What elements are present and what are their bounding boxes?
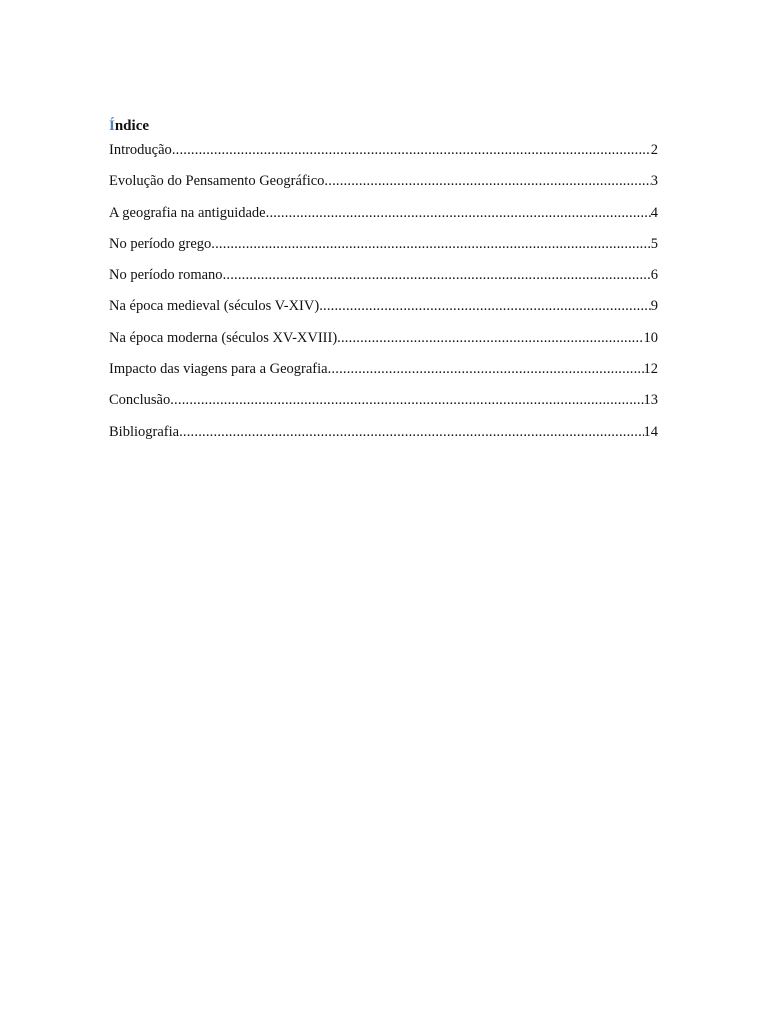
toc-entry-label: Impacto das viagens para a Geografia — [109, 361, 328, 378]
toc-leader-dots — [328, 360, 644, 378]
toc-entry-label: Introdução — [109, 142, 172, 158]
toc-entry-label: No período romano — [109, 267, 223, 284]
toc-leader-dots — [223, 266, 651, 284]
toc-entry-evolucao[interactable] — [109, 172, 658, 203]
toc-leader-dots — [170, 391, 643, 409]
table-of-contents — [109, 115, 658, 454]
toc-entry-label: Na época moderna (séculos XV-XVIII) — [109, 329, 338, 346]
toc-entry-periodo-romano[interactable] — [109, 266, 658, 297]
toc-entry-label: Bibliografia — [109, 423, 180, 440]
toc-leader-dots — [319, 297, 651, 315]
toc-heading-initial: Í — [109, 118, 115, 134]
toc-entry-page: 10 — [643, 329, 658, 346]
toc-heading — [109, 115, 658, 139]
toc-entry-label: A geografia na antiguidade — [109, 204, 266, 221]
toc-entry-epoca-medieval[interactable] — [109, 297, 658, 328]
toc-entry-conclusao[interactable] — [109, 391, 658, 422]
toc-entry-label: Conclusão — [109, 392, 171, 409]
toc-leader-dots — [179, 423, 643, 441]
toc-entry-page: 4 — [650, 204, 658, 221]
toc-heading-rest: ndice — [114, 118, 150, 134]
toc-leader-dots — [337, 329, 643, 347]
toc-leader-dots — [266, 204, 651, 222]
toc-leader-dots — [211, 235, 650, 253]
toc-entry-label: Na época medieval (séculos V-XIV) — [109, 298, 320, 315]
toc-entry-page: 2 — [650, 142, 658, 158]
toc-leader-dots — [324, 172, 650, 190]
toc-entry-antiguidade[interactable] — [109, 204, 658, 235]
toc-entry-introducao[interactable] — [109, 141, 658, 172]
toc-entry-label: Evolução do Pensamento Geográfico — [109, 173, 325, 190]
toc-entry-page: 9 — [650, 298, 658, 315]
toc-entry-page: 13 — [643, 392, 658, 409]
toc-entry-epoca-moderna[interactable] — [109, 329, 658, 360]
toc-entry-page: 3 — [650, 173, 658, 190]
toc-entry-page: 5 — [650, 235, 658, 252]
toc-entry-page: 6 — [650, 267, 658, 284]
toc-entry-page: 14 — [643, 423, 658, 440]
toc-entry-impacto-viagens[interactable] — [109, 360, 658, 391]
toc-entry-page: 12 — [643, 361, 658, 378]
toc-entry-periodo-grego[interactable] — [109, 235, 658, 266]
toc-leader-dots — [172, 141, 651, 159]
toc-entry-bibliografia[interactable] — [109, 423, 658, 454]
toc-list — [109, 141, 658, 454]
toc-entry-label: No período grego — [109, 235, 212, 252]
